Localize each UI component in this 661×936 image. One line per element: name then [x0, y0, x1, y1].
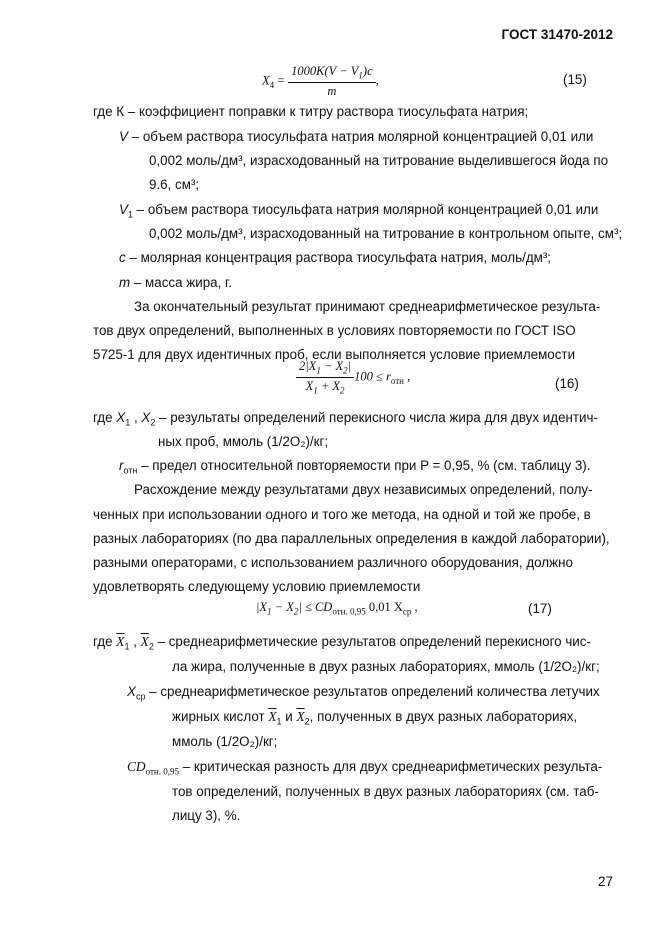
para1-line3: 5725-1 для двух идентичных проб, если выполняется условие приемлемости	[93, 347, 576, 362]
def-xbar-line1: где $\overline{X}_1$ , $\overline{X}_2$ – среднеарифметические результатов определений перекисного чис-	[93, 634, 591, 652]
def-v-line3: 9.6, см³;	[149, 177, 200, 192]
para2-line2: ченных при использовании одного и того же метода, на одной и той же пробе, в	[93, 507, 591, 522]
equation-16-number: (16)	[555, 376, 579, 391]
def-xbar-line2: ла жира, полученные в двух разных лабораториях, ммоль (1/2O₂)/кг;	[172, 659, 600, 674]
def-x1-x2-line2: ных проб, ммоль (1/2O₂)/кг;	[158, 434, 329, 449]
para2-line5: удовлетворять следующему условию приемлемости	[93, 579, 421, 594]
def-xcp-line2: жирных кислот $\overline{X}_1$ и $\overline{X}_2$, полученных в двух разных лабораториях,	[172, 709, 578, 727]
def-x1-x2-line1: где $X_1$ , $X_2$ – результаты определений перекисного числа жира для двух идентич-	[93, 410, 598, 428]
def-k: где К – коэффициент поправки к титру раствора тиосульфата натрия;	[93, 104, 529, 119]
def-cd-line1: $CD_{отн. 0,95}$ – критическая разность для двух среднеарифметических результа-	[127, 759, 603, 777]
def-r: $r_{отн}$ – предел относительной повторяемости при P = 0,95, % (см. таблицу 3).	[119, 458, 591, 476]
para2-line1: Расхождение между результатами двух независимых определений, полу-	[134, 482, 593, 497]
para1-line2: тов двух определений, выполненных в условиях повторяемости по ГОСТ ISO	[93, 323, 576, 338]
def-v1-line1: $V_1$ – объем раствора тиосульфата натрия молярной концентрацией 0,01 или	[119, 202, 599, 220]
def-v1-line2: 0,002 моль/дм³, израсходованный на титрование в контрольном опыте, см³;	[149, 226, 623, 241]
def-xcp-line1: $X_{ср}$ – среднеарифметическое результатов определений количества летучих	[127, 684, 600, 702]
para1-line1: За окончательный результат принимают среднеарифметическое результа-	[134, 299, 601, 314]
equation-17-number: (17)	[528, 601, 552, 616]
def-v-line2: 0,002 моль/дм³, израсходованный на титрование выделившегося йода по	[149, 153, 609, 168]
para2-line4: разными операторами, с использованием различного оборудования, должно	[93, 555, 573, 570]
def-xcp-line3: ммоль (1/2O₂)/кг;	[172, 734, 278, 749]
def-v-line1: V – объем раствора тиосульфата натрия молярной концентрацией 0,01 или	[119, 129, 594, 144]
equation-16: $\frac{2|X_1 - X_2|}{X_1 + X_2}$ $100 \le r_{отн}$ ,	[296, 359, 410, 395]
def-cd-line2: тов определений, полученных в двух разных лабораториях (см. таб-	[172, 784, 599, 799]
def-cd-line3: лицу 3), %.	[172, 808, 241, 823]
equation-15: $X_4$ = $\frac{1000K(V - V_1)c}{m}$ ,	[262, 64, 379, 98]
page-number: 27	[597, 874, 613, 889]
para2-line3: разных лабораториях (по два параллельных определения в каждой лаборатории),	[93, 531, 610, 546]
equation-15-number: (15)	[563, 72, 587, 87]
document-id: ГОСТ 31470-2012	[501, 27, 613, 42]
def-c: c – молярная концентрация раствора тиосульфата натрия, моль/дм³;	[119, 250, 552, 265]
def-m: m – масса жира, г.	[119, 275, 232, 290]
equation-17: $|X_1 - X_2| \le CD_{отн. 0,95}$ 0,01 $X_{ср}$ ,	[256, 600, 418, 617]
